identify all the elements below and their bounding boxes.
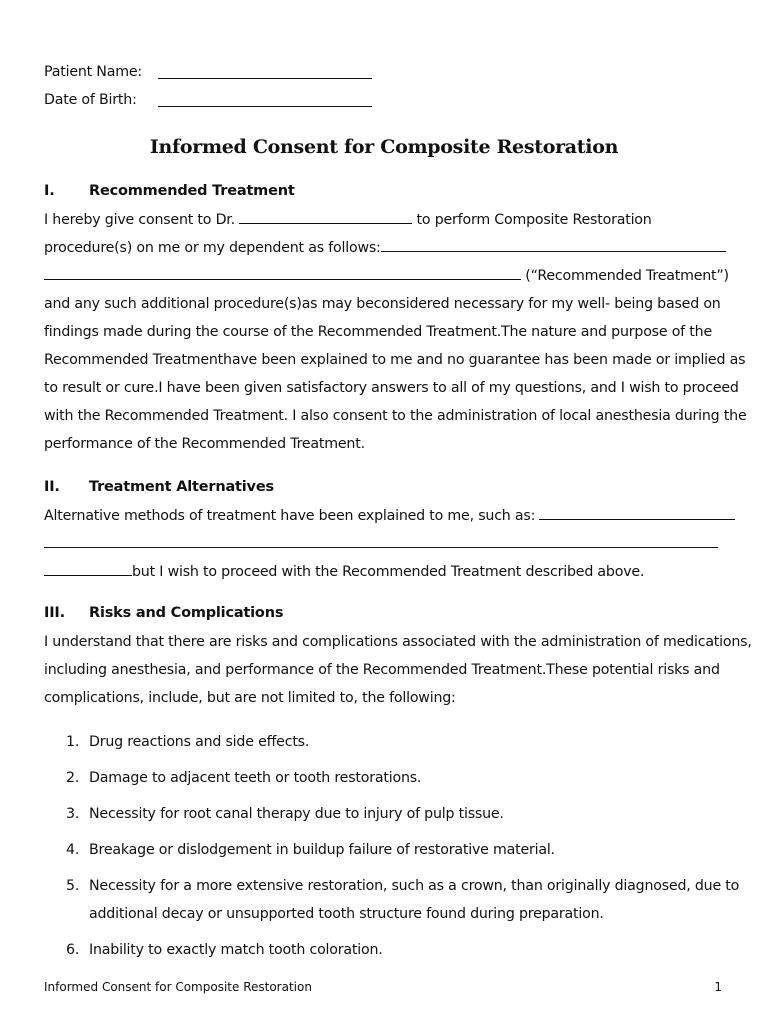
procedure-blank-continued[interactable] bbox=[44, 265, 521, 280]
list-item-text: Necessity for root canal therapy due to injury of pulp tissue. bbox=[89, 806, 504, 822]
risks-list bbox=[44, 728, 740, 972]
list-item bbox=[44, 764, 734, 792]
procedure-blank[interactable] bbox=[381, 237, 726, 252]
page-footer bbox=[44, 980, 722, 994]
list-item-text: Necessity for a more extensive restoration, such as a crown, than originally diagnosed, due to bbox=[89, 878, 740, 894]
date-of-birth-field bbox=[44, 90, 384, 110]
section-3-paragraph bbox=[44, 628, 752, 712]
date-of-birth-label: Date of Birth: bbox=[44, 92, 137, 108]
list-item-number: 3. bbox=[66, 806, 80, 822]
line-text: procedure(s) on me or my dependent as follows: bbox=[44, 240, 381, 256]
dentist-name-blank[interactable] bbox=[239, 209, 412, 224]
list-item-text: Damage to adjacent teeth or tooth restorations. bbox=[89, 770, 422, 786]
section-2-paragraph bbox=[44, 502, 724, 586]
footer-title: Informed Consent for Composite Restoration bbox=[44, 980, 312, 994]
paragraph-line bbox=[44, 206, 724, 234]
list-item-text: Drug reactions and side effects. bbox=[89, 734, 310, 750]
section-title: Treatment Alternatives bbox=[89, 479, 274, 495]
patient-name-label: Patient Name: bbox=[44, 64, 142, 80]
list-item bbox=[44, 800, 734, 828]
document-title: Informed Consent for Composite Restoration bbox=[149, 136, 619, 158]
page-number: 1 bbox=[714, 980, 722, 994]
paragraph-line bbox=[44, 558, 724, 586]
line-text: I hereby give consent to Dr. bbox=[44, 212, 240, 228]
paragraph-line: I understand that there are risks and complications associated with the administration of medications, bbox=[44, 634, 752, 650]
section-1-paragraph bbox=[44, 206, 747, 458]
list-item-text: Inability to exactly match tooth coloration. bbox=[89, 942, 383, 958]
date-of-birth-blank[interactable] bbox=[158, 106, 372, 107]
paragraph-line: complications, include, but are not limited to, the following: bbox=[44, 690, 456, 706]
list-item-text: Breakage or dislodgement in buildup failure of restorative material. bbox=[89, 842, 555, 858]
list-item-number: 1. bbox=[66, 734, 80, 750]
patient-name-field bbox=[44, 62, 384, 82]
paragraph-line: Recommended Treatmenthave been explained to me and no guarantee has been made or implied as bbox=[44, 352, 746, 368]
list-item-number: 4. bbox=[66, 842, 80, 858]
line-text: to perform Composite Restoration bbox=[412, 212, 652, 228]
paragraph-line: with the Recommended Treatment. I also consent to the administration of local anesthesia during the bbox=[44, 408, 747, 424]
paragraph-line: and any such additional procedure(s)as may beconsidered necessary for my well- being based on bbox=[44, 296, 721, 312]
section-title: Recommended Treatment bbox=[89, 183, 295, 199]
list-item-number: 6. bbox=[66, 942, 80, 958]
line-text: (“Recommended Treatment”) bbox=[521, 268, 729, 284]
alternatives-blank[interactable] bbox=[539, 505, 735, 520]
paragraph-line: to result or cure.I have been given satisfactory answers to all of my questions, and I wish to proceed bbox=[44, 380, 739, 396]
paragraph-line: including anesthesia, and performance of the Recommended Treatment.These potential risks and bbox=[44, 662, 720, 678]
paragraph-line bbox=[44, 234, 724, 262]
patient-name-blank[interactable] bbox=[158, 78, 372, 79]
section-number: II. bbox=[44, 479, 60, 495]
list-item-text: additional decay or unsupported tooth structure found during preparation. bbox=[89, 906, 604, 922]
paragraph-line bbox=[44, 262, 729, 290]
alternatives-blank-continued[interactable] bbox=[44, 533, 718, 548]
list-item bbox=[44, 836, 734, 864]
paragraph-line bbox=[44, 530, 724, 558]
line-text: but I wish to proceed with the Recommended Treatment described above. bbox=[132, 564, 645, 580]
list-item-number: 5. bbox=[66, 878, 80, 894]
alternatives-blank-end[interactable] bbox=[44, 561, 132, 576]
paragraph-line bbox=[44, 502, 724, 530]
paragraph-line: findings made during the course of the Recommended Treatment.The nature and purpose of the bbox=[44, 324, 712, 340]
section-number: I. bbox=[44, 183, 55, 199]
list-item bbox=[44, 936, 734, 964]
section-number: III. bbox=[44, 605, 65, 621]
list-item-number: 2. bbox=[66, 770, 80, 786]
list-item bbox=[44, 728, 734, 756]
line-text: Alternative methods of treatment have been explained to me, such as: bbox=[44, 508, 540, 524]
list-item bbox=[44, 872, 740, 928]
paragraph-line: performance of the Recommended Treatment. bbox=[44, 436, 365, 452]
section-title: Risks and Complications bbox=[89, 605, 284, 621]
